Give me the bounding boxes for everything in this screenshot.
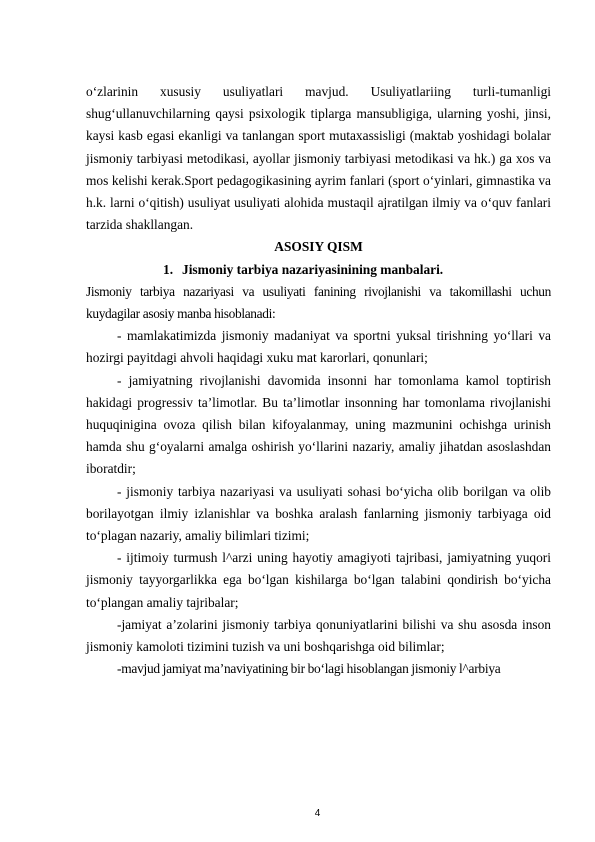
- subsection-heading: [86, 259, 551, 281]
- list-item: - mamlakatimizda jismoniy madaniyat va sportni yuksal tirishning yo‘llari va hozirgi payitdagi ahvoli haqidagi xuku mat karorlari, qonunlari;: [86, 328, 551, 366]
- lead-paragraph: Jismoniy tarbiya nazariyasi va usuliyati fanining rivojlanishi va takomillashi uchun kuydagilar asosiy manba hisoblanadi:: [86, 283, 551, 322]
- list-item: - jismoniy tarbiya nazariyasi va usuliyati sohasi bo‘yicha olib borilgan va olib borilayotgan ilmiy izlanishlar va boshka aralash fanlarning jismoniy tarbiyaga oid to‘plagan nazariy, amaliy bilimlari tizimi;: [86, 483, 551, 544]
- subsection-number: 1.: [163, 261, 174, 277]
- list-item: -mavjud jamiyat ma’naviyatining bir bo‘lagi hisoblangan jismoniy l^arbiya: [117, 661, 501, 677]
- section-heading: ASOSIY QISM: [274, 239, 363, 255]
- intro-paragraph: o‘zlarinin xususiy usuliyatlari mavjud. Usuliyatlariing turli-tumanligi shug‘ullanuvchilarning qaysi psixologik tiplarga mansubligiga, ularning yoshi, jinsi, kaysi kasb egasi ekanligi va tanlangan sport mutaxassisligi (maktab yoshidagi bolalar jismoniy tarbiyasi metodikasi, ayollar jismoniy tarbiyasi metodikasi va hk.) ga xos va mos kelishi kerak.Sport pedagogikasining ayrim fanlari (sport o‘yinlari, gimnastika va h.k. larni o‘qitish) usuliyat usuliyati alohida mustaqil ajratilgan ilmiy va o‘quv fanlari tarzida shakllangan.: [86, 84, 551, 233]
- subsection-title: Jismoniy tarbiya nazariyasinining manbalari.: [182, 261, 444, 277]
- document-page: [86, 81, 551, 680]
- list-item: -jamiyat a’zolarini jismoniy tarbiya qonuniyatlarini bilishi va shu asosda inson jismoniy kamoloti tizimini tuzish va uni boshqarishga oid bilimlar;: [86, 616, 551, 655]
- list-item: - jamiyatning rivojlanishi davomida insonni har tomonlama kamol toptirish hakidagi progressiv ta’limotlar. Bu ta’limotlar insonning har tomonlama rivojlanishi huquqinigina ovoza qilish bilan kifoyalanmay, uning mazmunini ochishga urinish hamda shu g‘oyalarni amalga oshirish yo‘llarini nazariy, amaliy jihatdan asoslashdan iboratdir;: [86, 372, 551, 477]
- list-item: - ijtimoiy turmush l^arzi uning hayotiy amagiyoti tajribasi, jamiyatning yuqori jismoniy tayyorgarlikka ega bo‘lgan kishilarga bo‘lgan talabini qondirish bo‘yicha to‘plangan amaliy tajribalar;: [86, 550, 551, 610]
- page-number: 4: [314, 808, 321, 819]
